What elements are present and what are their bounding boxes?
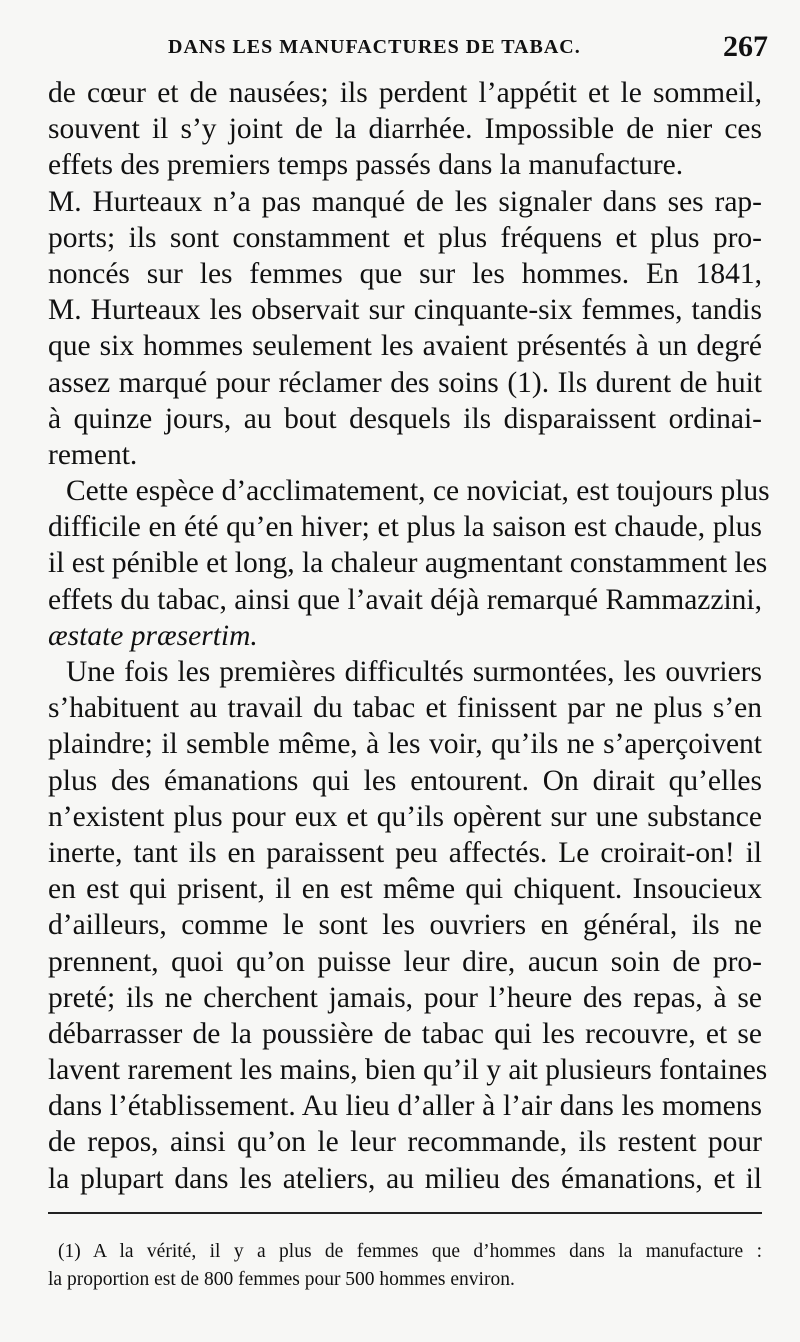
text-line: preté; ils ne cherchent jamais, pour l’heure des repas, à se bbox=[48, 981, 762, 1014]
text-line: s’habituent au travail du tabac et finissent par ne plus s’en bbox=[48, 692, 762, 725]
footnote-line: (1) A la vérité, il y a plus de femmes que d’hommes dans la manufacture : bbox=[58, 1241, 762, 1262]
text-line: assez marqué pour réclamer des soins (1). Ils durent de huit bbox=[48, 366, 762, 399]
footnote-line: la proportion est de 800 femmes pour 500 hommes environ. bbox=[48, 1269, 515, 1290]
paragraph-first-line: Une fois les premières difficultés surmontées, les ouvriers bbox=[66, 656, 762, 688]
text-line: de cœur et de nausées; ils perdent l’appétit et le sommeil, bbox=[48, 77, 762, 109]
page-number: 267 bbox=[723, 30, 768, 63]
text-line: prennent, quoi qu’on puisse leur dire, aucun soin de pro- bbox=[48, 945, 762, 978]
body-text bbox=[48, 75, 770, 1197]
text-line: M. Hurteaux n’a pas manqué de les signaler dans ses rap- bbox=[48, 185, 762, 218]
text-line: rement. bbox=[48, 438, 138, 471]
text-line: à quinze jours, au bout desquels ils disparaissent ordinai- bbox=[48, 402, 762, 435]
text-line: en est qui prisent, il en est même qui chiquent. Insoucieux bbox=[48, 873, 762, 906]
text-line: noncés sur les femmes que sur les hommes. En 1841, bbox=[48, 257, 762, 290]
text-line: de repos, ainsi qu’on le leur recommande, ils restent pour bbox=[48, 1126, 762, 1159]
text-line: plaindre; il semble même, à les voir, qu’ils ne s’aperçoivent bbox=[48, 728, 762, 761]
text-line: il est pénible et long, la chaleur augmentant constamment les bbox=[48, 547, 768, 580]
footnote-rule bbox=[48, 1212, 762, 1214]
paragraph-first-line: Cette espèce d’acclimatement, ce noviciat, est toujours plus bbox=[66, 475, 770, 508]
latin-quote: æstate præsertim. bbox=[48, 619, 258, 652]
text-line: lavent rarement les mains, bien qu’il y ait plusieurs fontaines bbox=[48, 1054, 768, 1087]
text-line-italic bbox=[48, 618, 762, 654]
running-head: DANS LES MANUFACTURES DE TABAC. bbox=[168, 36, 581, 58]
text-line: M. Hurteaux les observait sur cinquante-six femmes, tandis bbox=[48, 294, 762, 327]
text-line: dans l’établissement. Au lieu d’aller à l’air dans les momens bbox=[48, 1090, 762, 1123]
footnote bbox=[48, 1238, 762, 1294]
page-header bbox=[48, 30, 768, 70]
text-line: inerte, tant ils en paraissent peu affectés. Le croirait-on! il bbox=[48, 836, 762, 869]
text-line: d’ailleurs, comme le sont les ouvriers en général, ils ne bbox=[48, 909, 762, 942]
text-line: effets du tabac, ainsi que l’avait déjà remarqué Rammazzini, bbox=[48, 583, 762, 616]
text-line: ports; ils sont constamment et plus fréquens et plus pro- bbox=[48, 221, 762, 254]
text-line: effets des premiers temps passés dans la manufacture. bbox=[48, 149, 684, 182]
text-line: souvent il s’y joint de la diarrhée. Impossible de nier ces bbox=[48, 113, 762, 146]
text-line: la plupart dans les ateliers, au milieu des émanations, et il bbox=[48, 1162, 762, 1195]
text-line: plus des émanations qui les entourent. On dirait qu’elles bbox=[48, 764, 762, 797]
text-line: difficile en été qu’en hiver; et plus la saison est chaude, plus bbox=[48, 511, 762, 544]
text-line: que six hommes seulement les avaient présentés à un degré bbox=[48, 330, 762, 363]
text-line: débarrasser de la poussière de tabac qui les recouvre, et se bbox=[48, 1017, 762, 1050]
text-line: n’existent plus pour eux et qu’ils opèrent sur une substance bbox=[48, 800, 762, 833]
